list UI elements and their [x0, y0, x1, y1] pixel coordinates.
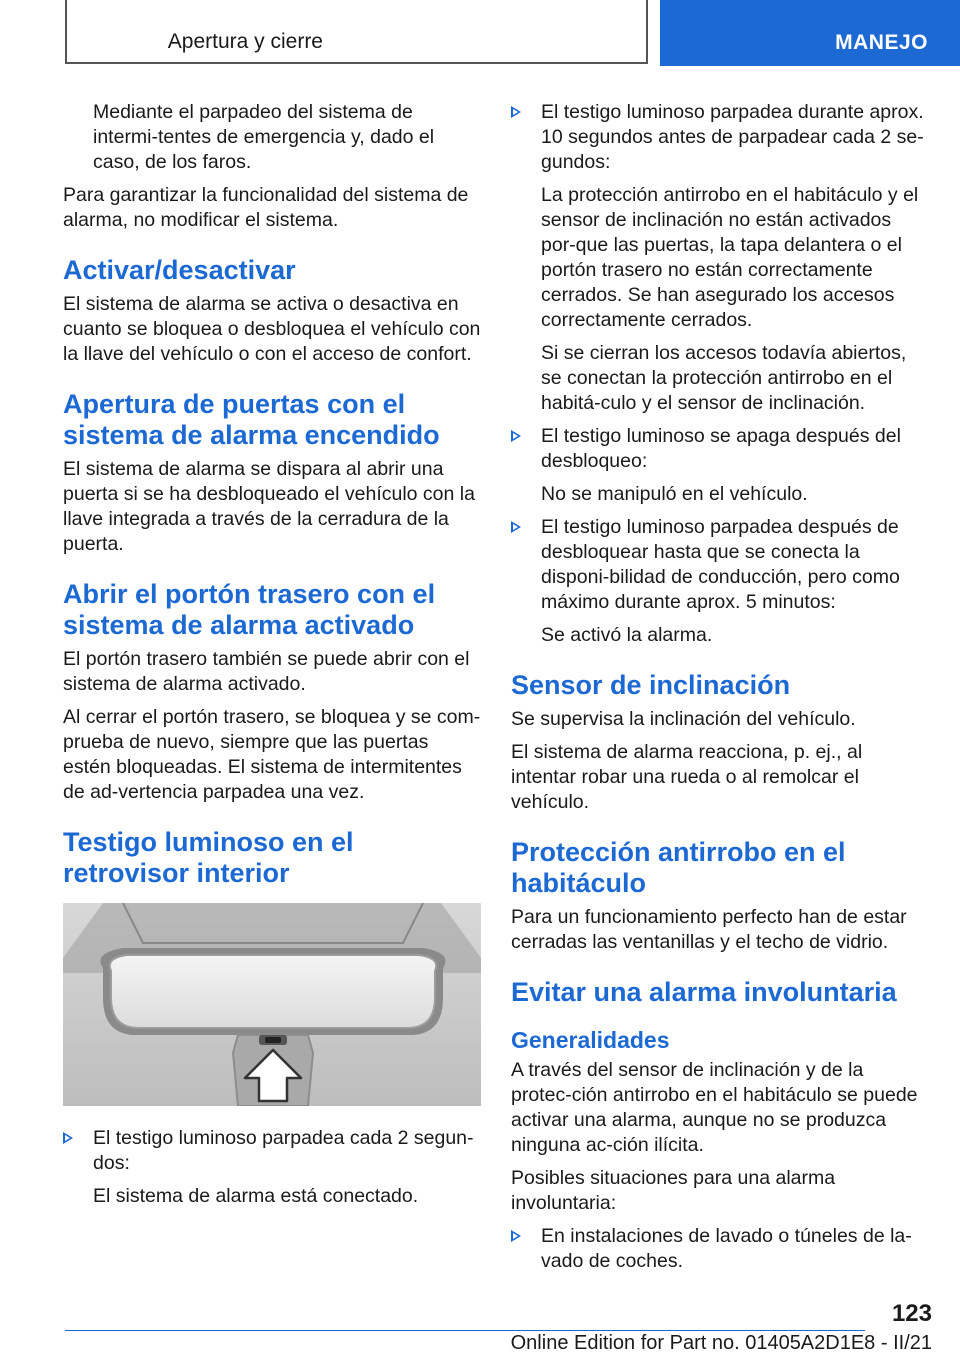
- heading-proteccion: Protección antirrobo en el habitáculo: [511, 837, 846, 898]
- rearview-mirror-illustration: [63, 903, 481, 1106]
- bullet-subtext: Se activó la alarma.: [541, 624, 713, 646]
- paragraph-generalidades-1: A través del sensor de inclinación y de la protec-ción antirrobo en el habitáculo se puede activar una alarma, aunque no se produzca ninguna ac-ción ilícita.: [511, 1059, 918, 1156]
- bullet-text: En instalaciones de lavado o túneles de la-vado de coches.: [541, 1225, 912, 1272]
- paragraph-sensor-1: Se supervisa la inclinación del vehículo.: [511, 708, 856, 730]
- page-number: 123: [891, 1300, 932, 1327]
- subheading-generalidades: Generalidades: [511, 1027, 670, 1053]
- bullet-triangle-icon: [511, 106, 521, 118]
- bullet-subtext: El sistema de alarma está conectado.: [93, 1185, 419, 1207]
- paragraph-generalidades-2: Posibles situaciones para una alarma involuntaria:: [511, 1167, 836, 1214]
- bullet-triangle-icon: [511, 521, 521, 533]
- bullet-text: El testigo luminoso parpadea durante aprox. 10 segundos antes de parpadear cada 2 se-gundos:: [541, 101, 924, 173]
- paragraph-sensor-2: El sistema de alarma reacciona, p. ej., al intentar robar una rueda o al remolcar el vehículo.: [511, 741, 863, 813]
- list-item: [511, 424, 929, 474]
- bullet-triangle-icon: [511, 430, 521, 442]
- chapter-title: MANEJO: [835, 31, 928, 54]
- paragraph-porton-2: Al cerrar el portón trasero, se bloquea y se com-prueba de nuevo, siempre que las puertas estén bloqueadas. El sistema de intermitentes de ad-vertencia parpadea una vez.: [63, 706, 481, 803]
- header-frame: [65, 0, 648, 64]
- heading-testigo: Testigo luminoso en el retrovisor interior: [63, 827, 354, 888]
- list-item: [511, 1224, 929, 1274]
- list-item: [511, 515, 929, 615]
- bullet-text: El testigo luminoso se apaga después del desbloqueo:: [541, 425, 901, 472]
- paragraph-porton-1: El portón trasero también se puede abrir con el sistema de alarma activado.: [63, 648, 470, 695]
- heading-evitar-alarma: Evitar una alarma involuntaria: [511, 977, 897, 1007]
- heading-porton: Abrir el portón trasero con el sistema de alarma activado: [63, 579, 436, 640]
- bullet-triangle-icon: [63, 1132, 73, 1144]
- paragraph-apertura-puertas: El sistema de alarma se dispara al abrir una puerta si se ha desbloqueado el vehículo con la llave integrada a través de la cerradura de la puerta.: [63, 458, 475, 555]
- heading-sensor: Sensor de inclinación: [511, 670, 791, 700]
- paragraph-activar: El sistema de alarma se activa o desactiva en cuanto se bloquea o desbloquea el vehículo con la llave del vehículo o con el acceso de confort.: [63, 293, 481, 365]
- intro-indent-text: Mediante el parpadeo del sistema de intermi-tentes de emergencia y, dado el caso, de los faros.: [93, 101, 435, 173]
- bullet-text: El testigo luminoso parpadea cada 2 segun-dos:: [93, 1127, 474, 1174]
- chapter-tab: [660, 0, 960, 66]
- footer-divider: [65, 1330, 865, 1331]
- intro-paragraph: Para garantizar la funcionalidad del sistema de alarma, no modificar el sistema.: [63, 184, 469, 231]
- list-item: [63, 1126, 481, 1176]
- left-column: [63, 100, 481, 1217]
- bullet-subtext: Si se cierran los accesos todavía abiertos, se conectan la protección antirrobo en el habitá-culo y el sensor de inclinación.: [541, 342, 907, 414]
- bullet-triangle-icon: [511, 1230, 521, 1242]
- paragraph-proteccion: Para un funcionamiento perfecto han de estar cerradas las ventanillas y el techo de vidrio.: [511, 906, 907, 953]
- bullet-subtext: La protección antirrobo en el habitáculo y el sensor de inclinación no están activados por-que las puertas, la tapa delantera o el portón trasero no están correctamente cerrados. Se han asegurado los accesos correctamente cerrados.: [541, 184, 919, 331]
- right-column: [511, 100, 929, 1282]
- list-item: [511, 100, 929, 175]
- rearview-mirror-icon: [63, 903, 481, 1106]
- bullet-text: El testigo luminoso parpadea después de desbloquear hasta que se conecta la disponi-bilidad de conducción, pero como máximo durante aprox. 5 minutos:: [541, 516, 900, 613]
- heading-apertura-puertas: Apertura de puertas con el sistema de alarma encendido: [63, 389, 440, 450]
- bullet-subtext: No se manipuló en el vehículo.: [541, 483, 808, 505]
- section-title: Apertura y cierre: [167, 30, 323, 53]
- footer-edition: Online Edition for Part no. 01405A2D1E8 - II/21: [510, 1332, 932, 1354]
- heading-activar: Activar/desactivar: [63, 255, 296, 285]
